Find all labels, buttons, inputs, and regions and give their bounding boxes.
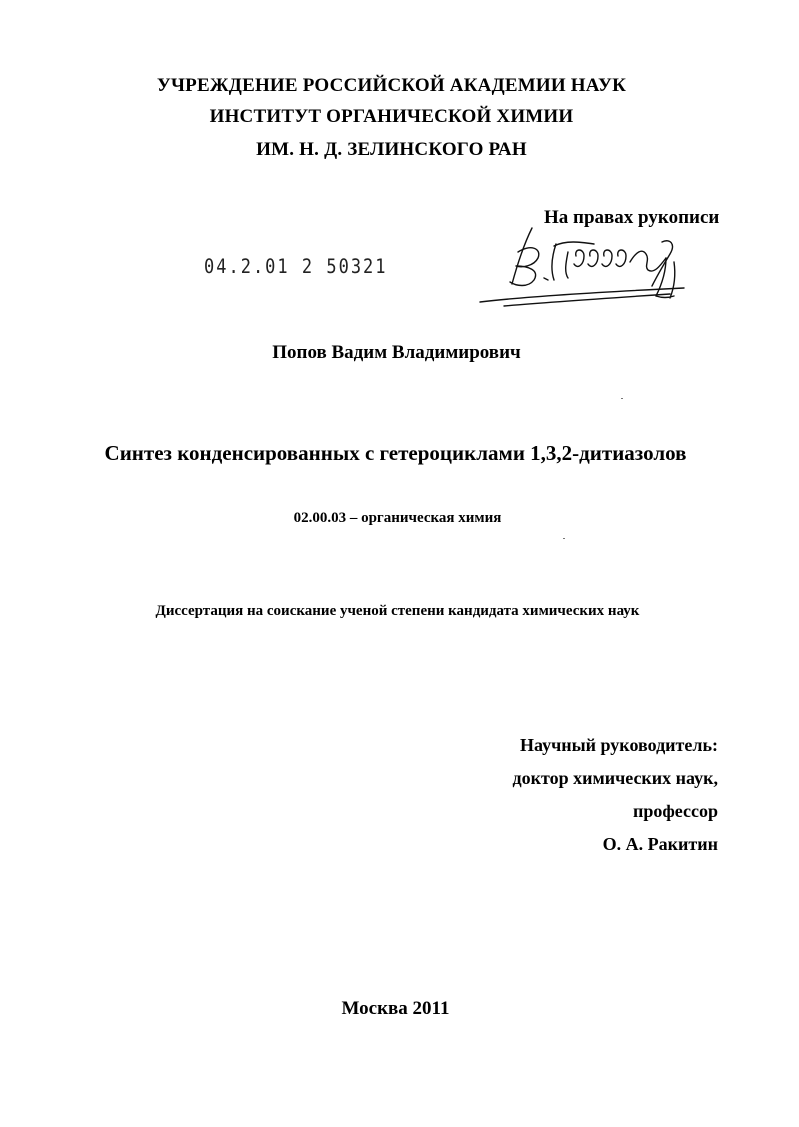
place-and-year: Москва 2011 [341,998,450,1019]
signature-image [470,222,700,312]
scan-speck [621,398,623,399]
dissertation-type: Диссертация на соискание ученой степени кандидата химических наук [155,603,640,619]
advisor-degree: доктор химических наук, [512,768,718,788]
institution-line-1: УЧРЕЖДЕНИЕ РОССИЙСКОЙ АКАДЕМИИ НАУК [156,75,627,96]
specialty-code: 02.00.03 – органическая химия [293,510,502,526]
institution-line-3: ИМ. Н. Д. ЗЕЛИНСКОГО РАН [256,139,527,160]
manuscript-rights-note: На правах рукописи [544,207,720,228]
author-name: Попов Вадим Владимирович [272,342,521,363]
dissertation-title: Синтез конденсированных с гетероциклами 1,3,2-дитиазолов [104,441,687,465]
advisor-label: Научный руководитель: [520,735,718,755]
scan-speck [563,538,565,539]
institution-line-2: ИНСТИТУТ ОРГАНИЧЕСКОЙ ХИМИИ [209,106,574,127]
advisor-rank: профессор [632,801,718,821]
advisor-name: О. А. Ракитин [602,834,718,854]
registration-stamp: 04.2.01 2 50321 [204,255,388,279]
